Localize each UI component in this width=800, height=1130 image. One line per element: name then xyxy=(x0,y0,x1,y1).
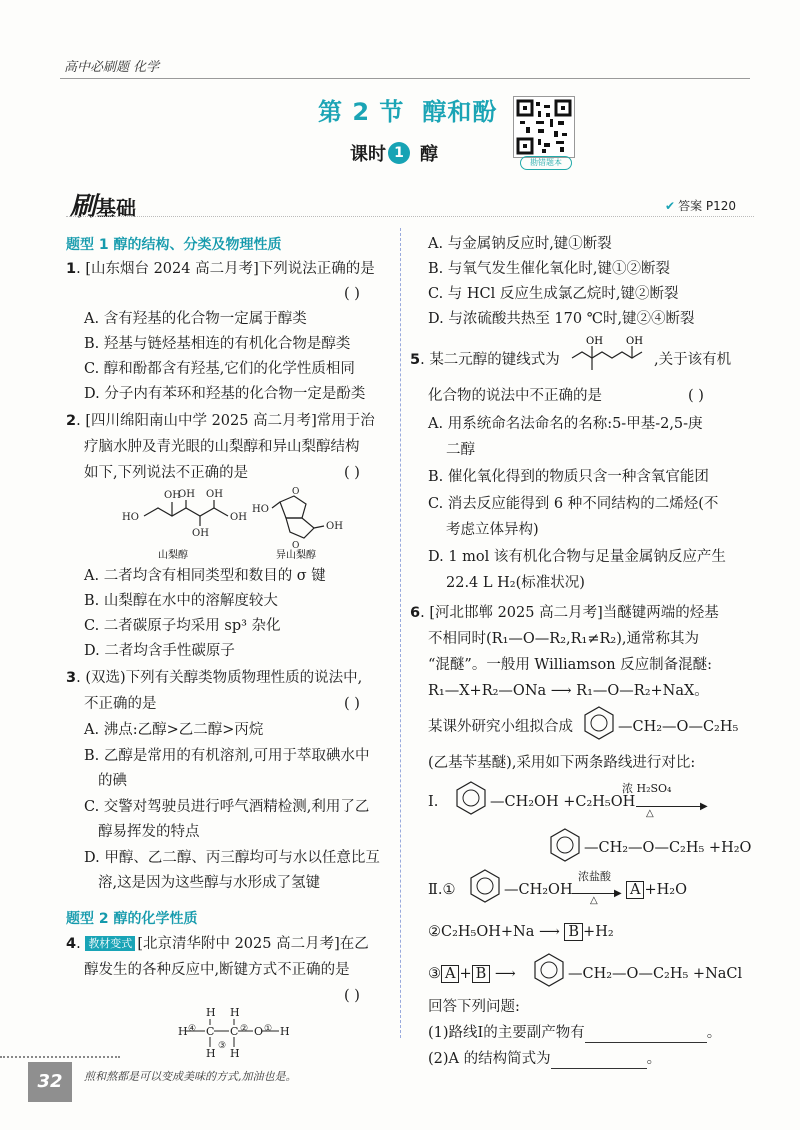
q5-option-c-cont: 考虑立体异构) xyxy=(446,522,539,538)
q6-text-4: R₁—X+R₂—ONa ⟶ R₁—O—R₂+NaX。 xyxy=(428,683,709,699)
q4-option-a: A. 与金属钠反应时,键①断裂 xyxy=(428,236,612,252)
q2-fig-o-1: O xyxy=(292,487,300,497)
q4-fig-c2: C xyxy=(230,1025,239,1038)
q1-answer-paren[interactable]: ( ) xyxy=(344,286,360,302)
footer-motto: 煎和熬都是可以变成美味的方式,加油也是。 xyxy=(84,1070,297,1083)
q2-option-d: D. 二者均含手性碳原子 xyxy=(84,643,235,659)
step3-num: ③ xyxy=(428,966,441,982)
q4-fig-bond-3: ③ xyxy=(218,1041,227,1051)
benzene-ring-icon xyxy=(580,704,618,742)
q4-fig-bond-2: ② xyxy=(240,1024,249,1034)
q5-option-a: A. 用系统命名法命名的名称:5-甲基-2,5-庚 xyxy=(428,416,703,432)
q4-fig-h-bot-1: H xyxy=(206,1047,216,1060)
q6-number: 6 xyxy=(410,605,421,621)
q6-answer-blank-1[interactable] xyxy=(585,1028,707,1043)
q4-fig-bond-4: ④ xyxy=(188,1024,197,1034)
q4-fig-h-left: H xyxy=(178,1025,188,1038)
question-type-2: 题型 2 醇的化学性质 xyxy=(66,911,198,927)
step3-plus: + xyxy=(459,966,472,982)
route2-products xyxy=(626,880,687,900)
box-b-2: B xyxy=(472,965,491,983)
brush-char: 刷 xyxy=(70,192,97,222)
route1-reactants: —CH₂OH +C₂H₅OH xyxy=(490,794,636,810)
q1-number: 1 xyxy=(66,261,77,277)
q5-oh-1: OH xyxy=(586,336,603,347)
box-a-2: A xyxy=(441,965,459,983)
q6-ask: 回答下列问题: xyxy=(428,999,520,1015)
q4-text-1: [北京清华附中 2025 高二月考]在乙 xyxy=(137,936,369,952)
q4-ethanol-figure xyxy=(176,1004,296,1060)
q6-ask-2-text: (2)A 的结构简式为 xyxy=(428,1051,551,1067)
q5-text-1a: 某二元醇的键线式为 xyxy=(429,352,560,368)
q2-stem: 2. [四川绵阳南山中学 2025 高二月考]常用于治 xyxy=(66,413,375,429)
q6-text-1: [河北邯郸 2025 高二月考]当醚键两端的烃基 xyxy=(429,605,719,621)
q1-option-d: D. 分子内有苯环和羟基的化合物一定是酚类 xyxy=(84,386,366,402)
route2-label: Ⅱ.① xyxy=(428,882,456,898)
q6-ask-1 xyxy=(428,1023,721,1043)
route2-arrow xyxy=(572,893,620,894)
step2-hydrogen: +H₂ xyxy=(583,924,614,940)
q4-tag: 教材变式 xyxy=(85,936,135,951)
q6-text-5b: —CH₂—O—C₂H₅ xyxy=(618,719,739,735)
section-number: 第 2 节 xyxy=(318,98,405,126)
q4-fig-h-top-2: H xyxy=(230,1006,240,1019)
benzene-ring-icon xyxy=(452,779,490,817)
q2-fig-right-name: 异山梨醇 xyxy=(276,550,316,561)
box-b: B xyxy=(564,923,583,941)
section-name: 醇和酚 xyxy=(422,98,498,126)
route2-step2 xyxy=(428,922,614,942)
q4-fig-h-right: H xyxy=(280,1025,290,1038)
q6-answer-blank-2[interactable] xyxy=(551,1054,647,1069)
brush-label: 基础 xyxy=(96,196,137,220)
q5-option-d: D. 1 mol 该有机化合物与足量金属钠反应产生 xyxy=(428,549,726,565)
step2-reactants: ②C₂H₅OH+Na ⟶ xyxy=(428,924,560,940)
q2-fig-oh-6: OH xyxy=(326,521,343,532)
q1-option-c: C. 醇和酚都含有羟基,它们的化学性质相同 xyxy=(84,361,355,377)
q3-option-c-cont: 醇易挥发的特点 xyxy=(98,824,200,840)
q2-option-a: A. 二者均含有相同类型和数目的 σ 键 xyxy=(84,568,326,584)
q5-option-d-cont: 22.4 L H₂(标准状况) xyxy=(446,575,585,591)
benzene-ring-icon xyxy=(466,867,504,905)
q4-text-2: 醇发生的各种反应中,断键方式不正确的是 xyxy=(84,962,350,978)
q6-ask-2 xyxy=(428,1049,661,1069)
q3-text-2: 不正确的是 xyxy=(84,696,157,712)
q4-fig-o: O xyxy=(254,1025,264,1038)
q3-option-b-cont: 的碘 xyxy=(98,773,127,789)
column-divider xyxy=(400,228,401,1038)
brush-basic-heading xyxy=(70,186,136,223)
q4-fig-bond-1: ① xyxy=(264,1024,273,1034)
q3-option-d-cont: 溶,这是因为这些醇与水形成了氢键 xyxy=(98,875,321,891)
q2-fig-oh-2: OH xyxy=(178,489,195,500)
q5-option-b: B. 催化氧化得到的物质只含一种含氧官能团 xyxy=(428,469,709,485)
route2-reactant: —CH₂OH xyxy=(504,882,573,898)
q5-text-2: 化合物的说法中不正确的是 xyxy=(428,388,602,404)
q1-stem: 1. [山东烟台 2024 高二月考]下列说法正确的是 xyxy=(66,261,375,277)
q5-text-1b: ,关于该有机 xyxy=(654,352,732,368)
page-number: 32 xyxy=(28,1062,72,1102)
q6-stem: 6. [河北邯郸 2025 高二月考]当醚键两端的烃基 xyxy=(410,605,719,621)
q2-fig-oh-1: OH xyxy=(164,490,181,501)
section-title xyxy=(318,92,497,127)
benzene-ring-icon xyxy=(546,826,584,864)
q5-option-a-cont: 二醇 xyxy=(446,442,475,458)
book-header: 高中必刷题 化学 xyxy=(64,60,160,75)
q5-stem: 5. 某二元醇的键线式为 xyxy=(410,352,560,368)
q1-option-a: A. 含有羟基的化合物一定属于醇类 xyxy=(84,311,307,327)
q5-oh-2: OH xyxy=(626,336,643,347)
q2-answer-paren[interactable]: ( ) xyxy=(344,465,360,481)
q2-text-1: [四川绵阳南山中学 2025 高二月考]常用于治 xyxy=(85,413,375,429)
answer-reference xyxy=(665,197,736,214)
q4-answer-paren[interactable]: ( ) xyxy=(344,988,360,1004)
question-type-1: 题型 1 醇的结构、分类及物理性质 xyxy=(66,237,282,253)
q3-option-d: D. 甲醇、乙二醇、丙三醇均可与水以任意比互 xyxy=(84,850,380,866)
q1-text: [山东烟台 2024 高二月考]下列说法正确的是 xyxy=(85,261,375,277)
qr-label: 勘错题本 xyxy=(520,156,572,170)
q6-text-3: “混醚”。一般用 Williamson 反应制备混醚: xyxy=(428,657,713,673)
check-icon: ✔ xyxy=(665,199,676,213)
q3-option-a: A. 沸点:乙醇>乙二醇>丙烷 xyxy=(84,722,264,738)
box-a: A xyxy=(626,881,644,899)
q3-option-b: B. 乙醇是常用的有机溶剂,可用于萃取碘水中 xyxy=(84,748,370,764)
qr-code[interactable] xyxy=(513,96,575,158)
q2-option-b: B. 山梨醇在水中的溶解度较大 xyxy=(84,593,278,609)
q5-skeletal-formula xyxy=(568,334,652,376)
q3-text-1: (双选)下列有关醇类物质物理性质的说法中, xyxy=(85,670,363,686)
q2-fig-ho-2: HO xyxy=(252,504,269,515)
q4-stem: 4. 教材变式 [北京清华附中 2025 高二月考]在乙 xyxy=(66,936,369,952)
lesson-number: 1 xyxy=(388,142,410,164)
q6-ask-1-end: 。 xyxy=(706,1025,722,1041)
arrow-head-icon: ▶ xyxy=(614,888,622,899)
route2-water: +H₂O xyxy=(644,882,687,898)
q1-option-b: B. 羟基与链烃基相连的有机化合物是醇类 xyxy=(84,336,351,352)
q2-fig-oh-5: OH xyxy=(230,512,247,523)
q2-text-2: 疗脑水肿及青光眼的山梨醇和异山梨醇结构 xyxy=(84,439,360,455)
q2-fig-ho-1: HO xyxy=(122,512,139,523)
benzene-ring-icon xyxy=(530,951,568,989)
route1-products: —CH₂—O—C₂H₅ +H₂O xyxy=(584,840,752,856)
q2-option-c: C. 二者碳原子均采用 sp³ 杂化 xyxy=(84,618,281,634)
divider xyxy=(66,216,754,217)
q4-fig-c1: C xyxy=(206,1025,215,1038)
q6-ask-1-text: (1)路线Ⅰ的主要副产物有 xyxy=(428,1025,585,1041)
q4-number: 4 xyxy=(66,936,77,952)
route1-condition: 浓 H₂SO₄ xyxy=(622,782,672,795)
q4-fig-h-bot-2: H xyxy=(230,1047,240,1060)
q2-text-3: 如下,下列说法不正确的是 xyxy=(84,465,249,481)
q6-text-6: (乙基苄基醚),采用如下两条路线进行对比: xyxy=(428,755,696,771)
q6-ask-2-end: 。 xyxy=(646,1051,662,1067)
route1-label: Ⅰ. xyxy=(428,794,439,810)
route2-step3: ③ A + B ⟶ xyxy=(428,966,516,982)
arrow-head-icon: ▶ xyxy=(700,801,708,812)
q3-answer-paren[interactable]: ( ) xyxy=(344,696,360,712)
route2-heat: △ xyxy=(590,895,598,906)
route2-step3-product: —CH₂—O—C₂H₅ +NaCl xyxy=(568,966,743,982)
q3-stem: 3. (双选)下列有关醇类物质物理性质的说法中, xyxy=(66,670,363,686)
q6-text-5a: 某课外研究小组拟合成 xyxy=(428,719,573,735)
footer-dots xyxy=(0,1056,120,1058)
answer-text: 答案 P120 xyxy=(678,199,737,213)
q2-structures-figure xyxy=(110,486,370,564)
q5-number: 5 xyxy=(410,352,421,368)
q4-option-b: B. 与氧气发生催化氧化时,键①②断裂 xyxy=(428,261,670,277)
q4-fig-h-top-1: H xyxy=(206,1006,216,1019)
q2-fig-o-2: O xyxy=(292,541,300,551)
q2-fig-oh-4: OH xyxy=(192,528,209,539)
q4-option-c: C. 与 HCl 反应生成氯乙烷时,键②断裂 xyxy=(428,286,679,302)
lesson-title xyxy=(350,140,438,166)
q3-option-c: C. 交警对驾驶员进行呼气酒精检测,利用了乙 xyxy=(84,799,370,815)
q5-option-c: C. 消去反应能得到 6 种不同结构的二烯烃(不 xyxy=(428,496,719,512)
lesson-prefix: 课时 xyxy=(350,144,386,165)
q4-option-d: D. 与浓硫酸共热至 170 ℃时,键②④断裂 xyxy=(428,311,695,327)
q5-answer-paren[interactable]: ( ) xyxy=(688,388,704,404)
q2-number: 2 xyxy=(66,413,77,429)
q2-fig-left-name: 山梨醇 xyxy=(158,550,188,561)
route1-heat: △ xyxy=(646,808,654,819)
q3-number: 3 xyxy=(66,670,77,686)
q6-text-2: 不相同时(R₁—O—R₂,R₁≠R₂),通常称其为 xyxy=(428,631,699,647)
route2-condition: 浓盐酸 xyxy=(578,870,611,883)
lesson-name: 醇 xyxy=(420,144,438,165)
header-divider xyxy=(60,78,750,79)
route1-arrow xyxy=(636,806,706,807)
q2-fig-oh-3: OH xyxy=(206,489,223,500)
